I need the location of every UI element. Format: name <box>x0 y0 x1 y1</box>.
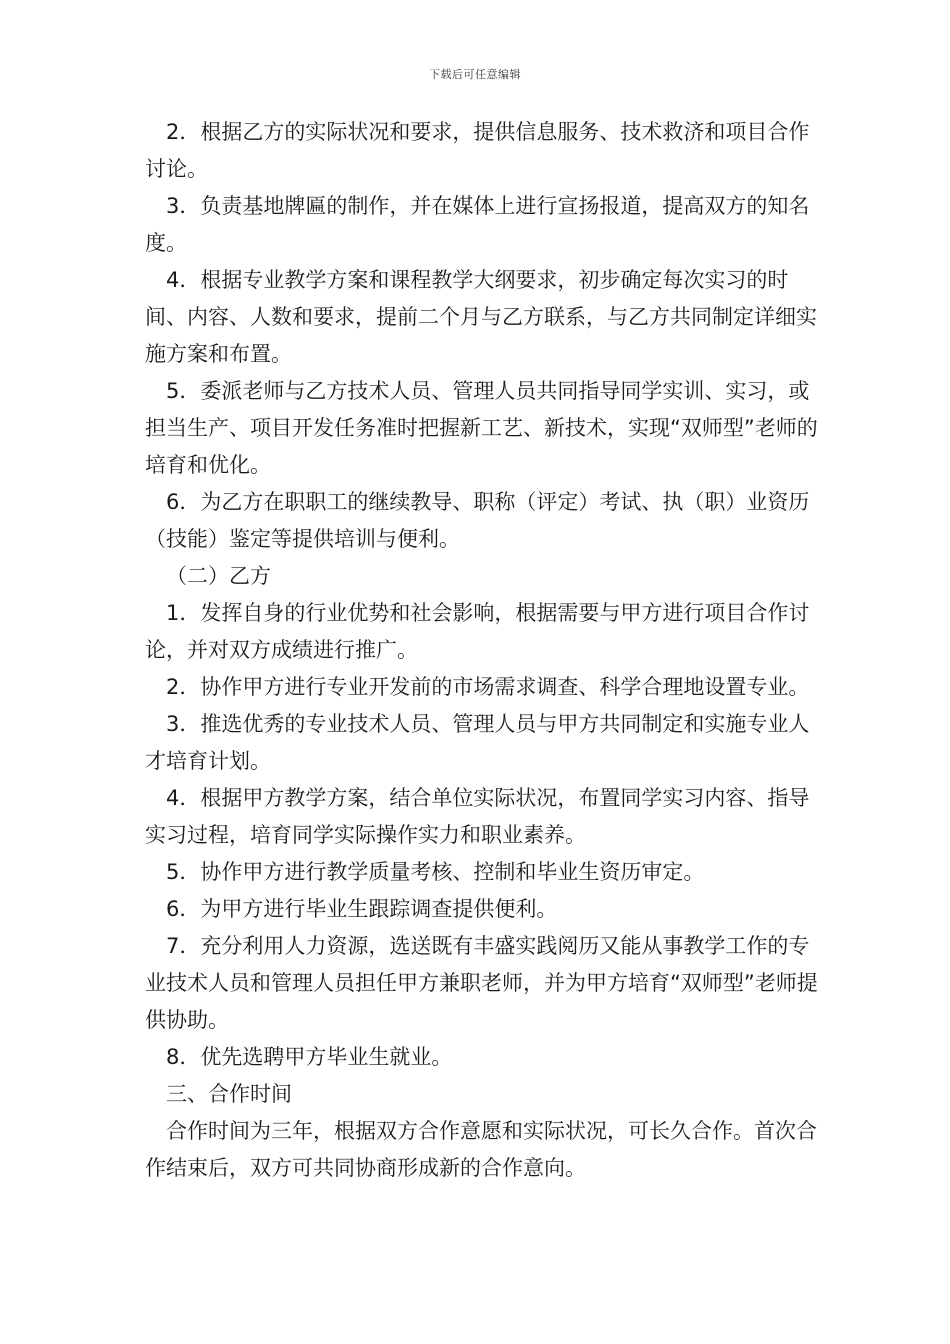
paragraph-b4: 4．根据甲方教学方案，结合单位实际状况，布置同学实习内容、指导实习过程，培育同学实际操作实力和职业素养。 <box>145 786 810 847</box>
paragraph-b8: 8．优先选聘甲方毕业生就业。 <box>166 1045 453 1069</box>
paragraph-a5: 5．委派老师与乙方技术人员、管理人员共同指导同学实训、实习，或担当生产、项目开发任务准时把握新工艺、新技术，实现“双师型”老师的培育和优化。 <box>145 379 818 477</box>
paragraph-a4: 4．根据专业教学方案和课程教学大纲要求，初步确定每次实习的时间、内容、人数和要求，提前二个月与乙方联系，与乙方共同制定详细实施方案和布置。 <box>145 268 817 366</box>
paragraph-a2: 2．根据乙方的实际状况和要求，提供信息服务、技术救济和项目合作讨论。 <box>145 120 810 181</box>
section-heading-cooperation-time: 三、合作时间 <box>166 1082 292 1106</box>
page-header-note: 下载后可任意编辑 <box>429 68 521 81</box>
paragraph-b1: 1．发挥自身的行业优势和社会影响，根据需要与甲方进行项目合作讨论，并对双方成绩进行推广。 <box>145 601 810 662</box>
paragraph-b6: 6．为甲方进行毕业生跟踪调查提供便利。 <box>166 897 558 921</box>
paragraph-a3: 3．负责基地牌匾的制作，并在媒体上进行宣扬报道，提高双方的知名度。 <box>145 194 810 255</box>
paragraph-b5: 5．协作甲方进行教学质量考核、控制和毕业生资历审定。 <box>166 860 705 884</box>
paragraph-cooperation-time: 合作时间为三年，根据双方合作意愿和实际状况，可长久合作。首次合作结束后，双方可共同协商形成新的合作意向。 <box>145 1119 817 1180</box>
paragraph-b7: 7．充分利用人力资源，选送既有丰盛实践阅历又能从事教学工作的专业技术人员和管理人员担任甲方兼职老师，并为甲方培育“双师型”老师提供协助。 <box>145 934 818 1032</box>
paragraph-b3: 3．推选优秀的专业技术人员、管理人员与甲方共同制定和实施专业人才培育计划。 <box>145 712 810 773</box>
paragraph-b2: 2．协作甲方进行专业开发前的市场需求调查、科学合理地设置专业。 <box>166 675 810 699</box>
paragraph-a6: 6．为乙方在职职工的继续教导、职称（评定）考试、执（职）业资历（技能）鉴定等提供培训与便利。 <box>145 490 810 551</box>
document-body <box>145 114 825 1187</box>
section-heading-party-b: （二）乙方 <box>166 564 271 588</box>
